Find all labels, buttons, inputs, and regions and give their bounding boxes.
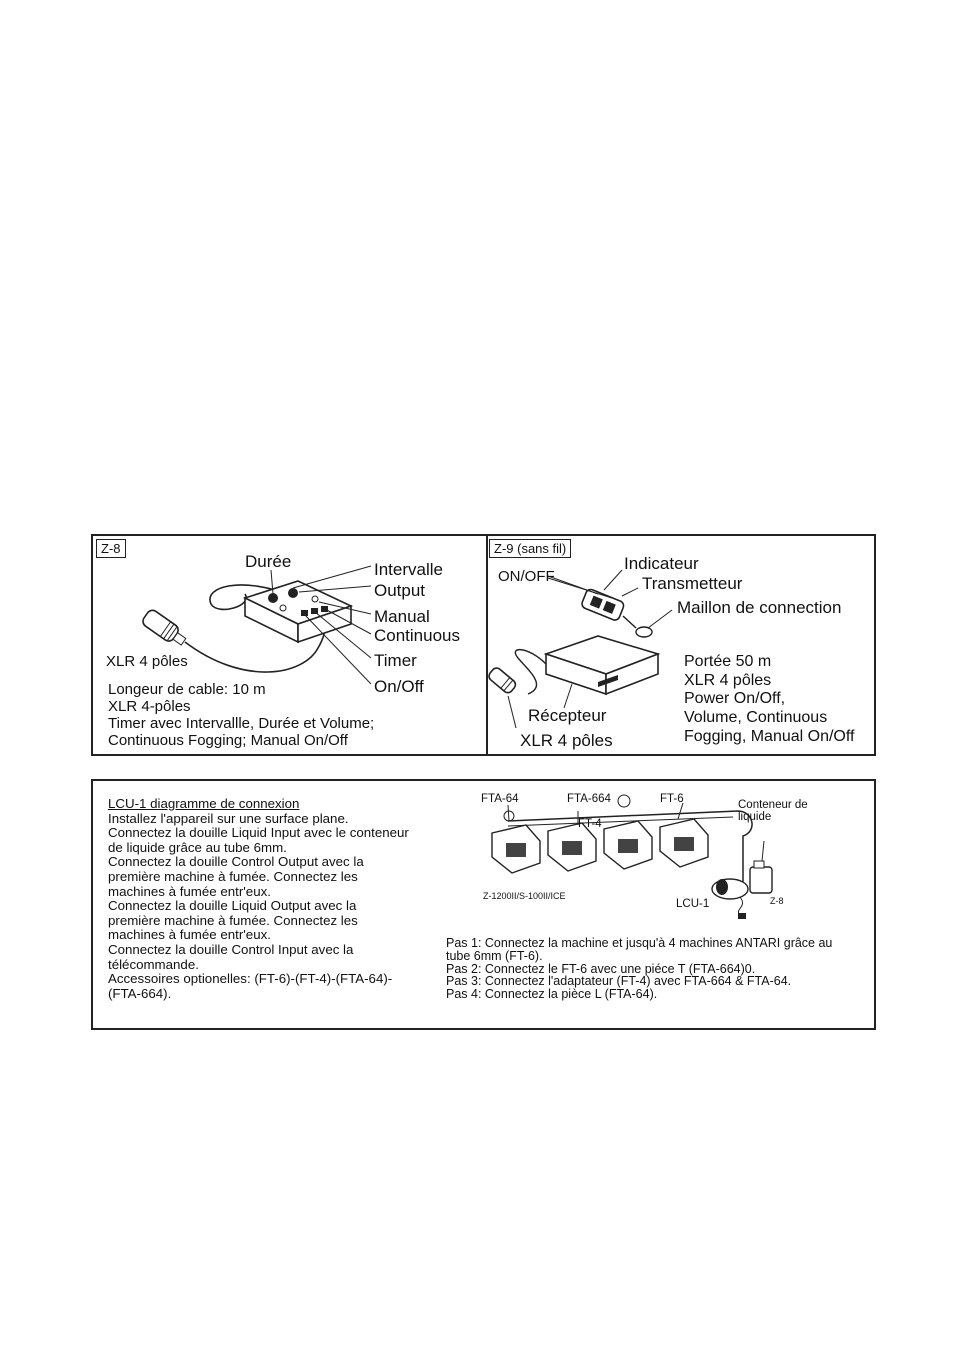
label-recepteur: Récepteur bbox=[528, 706, 607, 725]
label-indicateur: Indicateur bbox=[624, 554, 699, 573]
label-intervalle: Intervalle bbox=[374, 560, 443, 579]
lcu1-line: première machine à fumée. Connectez les bbox=[108, 868, 358, 884]
lcu1-line: Accessoires optionelles: (FT-6)-(FT-4)-(FTA-64)- bbox=[108, 971, 393, 987]
z8-spec-1: Longeur de cable: 10 m bbox=[108, 681, 266, 698]
z9-spec-1: Portée 50 m bbox=[684, 653, 772, 670]
diagram-label-ft6: FT-6 bbox=[660, 793, 684, 805]
z9-spec-2: XLR 4 pôles bbox=[684, 672, 772, 689]
diagram-label-fta664: FTA-664 bbox=[567, 793, 611, 805]
z8-tag: Z-8 bbox=[96, 539, 126, 558]
label-xlr-z8: XLR 4 pôles bbox=[106, 653, 188, 670]
label-xlr-z9: XLR 4 pôles bbox=[520, 731, 613, 750]
z9-spec-3: Power On/Off, bbox=[684, 690, 786, 707]
lcu1-line: machines à fumée entr'eux. bbox=[108, 927, 271, 943]
lcu1-line: (FTA-664). bbox=[108, 985, 172, 1001]
diagram-label-ft4: FT-4 bbox=[578, 818, 602, 830]
label-onoff-z9: ON/OFF bbox=[498, 568, 555, 585]
step-line: tube 6mm (FT-6). bbox=[446, 948, 543, 963]
z8-spec-3: Timer avec Intervallle, Durée et Volume; bbox=[108, 715, 375, 732]
z9-spec-5: Fogging, Manual On/Off bbox=[684, 728, 855, 745]
diagram-label-lcu1: LCU-1 bbox=[676, 898, 710, 910]
diagram-label-z8: Z-8 bbox=[770, 896, 784, 906]
lcu1-steps bbox=[446, 937, 832, 1001]
lcu1-title: LCU-1 diagramme de connexion bbox=[108, 796, 300, 811]
lcu1-line: télécommande. bbox=[108, 956, 199, 972]
label-onoff: On/Off bbox=[374, 677, 424, 696]
label-timer: Timer bbox=[374, 651, 417, 670]
label-output: Output bbox=[374, 581, 426, 600]
label-manual: Manual bbox=[374, 607, 430, 626]
lcu1-line: Installez l'appareil sur une surface plane. bbox=[108, 810, 349, 826]
diagram-label-fta64: FTA-64 bbox=[481, 793, 519, 805]
diagram-label-container-2: liquide bbox=[738, 811, 772, 823]
label-transmetteur: Transmetteur bbox=[642, 574, 743, 593]
label-continuous: Continuous bbox=[374, 626, 461, 645]
label-duree: Durée bbox=[245, 552, 292, 571]
remote-controls-panel bbox=[91, 534, 876, 756]
z8-spec-2: XLR 4-pôles bbox=[108, 698, 191, 715]
lcu1-line: première machine à fumée. Connectez les bbox=[108, 912, 358, 928]
z9-tag: Z-9 (sans fil) bbox=[489, 539, 571, 558]
z9-spec-4: Volume, Continuous bbox=[684, 709, 828, 726]
lcu1-line: Connectez la douille Control Input avec la bbox=[108, 941, 354, 957]
step-line: Pas 1: Connectez la machine et jusqu'à 4 machines ANTARI grâce au bbox=[446, 936, 833, 950]
lcu1-line: Connectez la douille Liquid Input avec le conteneur bbox=[108, 825, 409, 841]
step-line: Pas 2: Connectez le FT-6 avec une piéce T (FTA-664)0. bbox=[446, 961, 756, 976]
lcu1-line: de liquide grâce au tube 6mm. bbox=[108, 839, 287, 855]
label-maillon: Maillon de connection bbox=[677, 598, 842, 617]
lcu1-line: Connectez la douille Control Output avec la bbox=[108, 854, 364, 870]
lcu1-instructions bbox=[108, 797, 409, 1001]
diagram-label-container-1: Conteneur de bbox=[738, 799, 808, 811]
step-line: Pas 4: Connectez la pièce L (FTA-64). bbox=[446, 987, 658, 1002]
z8-spec-4: Continuous Fogging; Manual On/Off bbox=[108, 732, 348, 749]
diagram-label-machines: Z-1200II/S-100II/ICE bbox=[483, 891, 566, 901]
lcu1-connection-panel bbox=[91, 779, 876, 1030]
lcu1-line: machines à fumée entr'eux. bbox=[108, 883, 271, 899]
lcu1-line: Connectez la douille Liquid Output avec la bbox=[108, 898, 357, 914]
step-line: Pas 3: Connectez l'adaptateur (FT-4) avec FTA-664 & FTA-64. bbox=[446, 974, 792, 989]
